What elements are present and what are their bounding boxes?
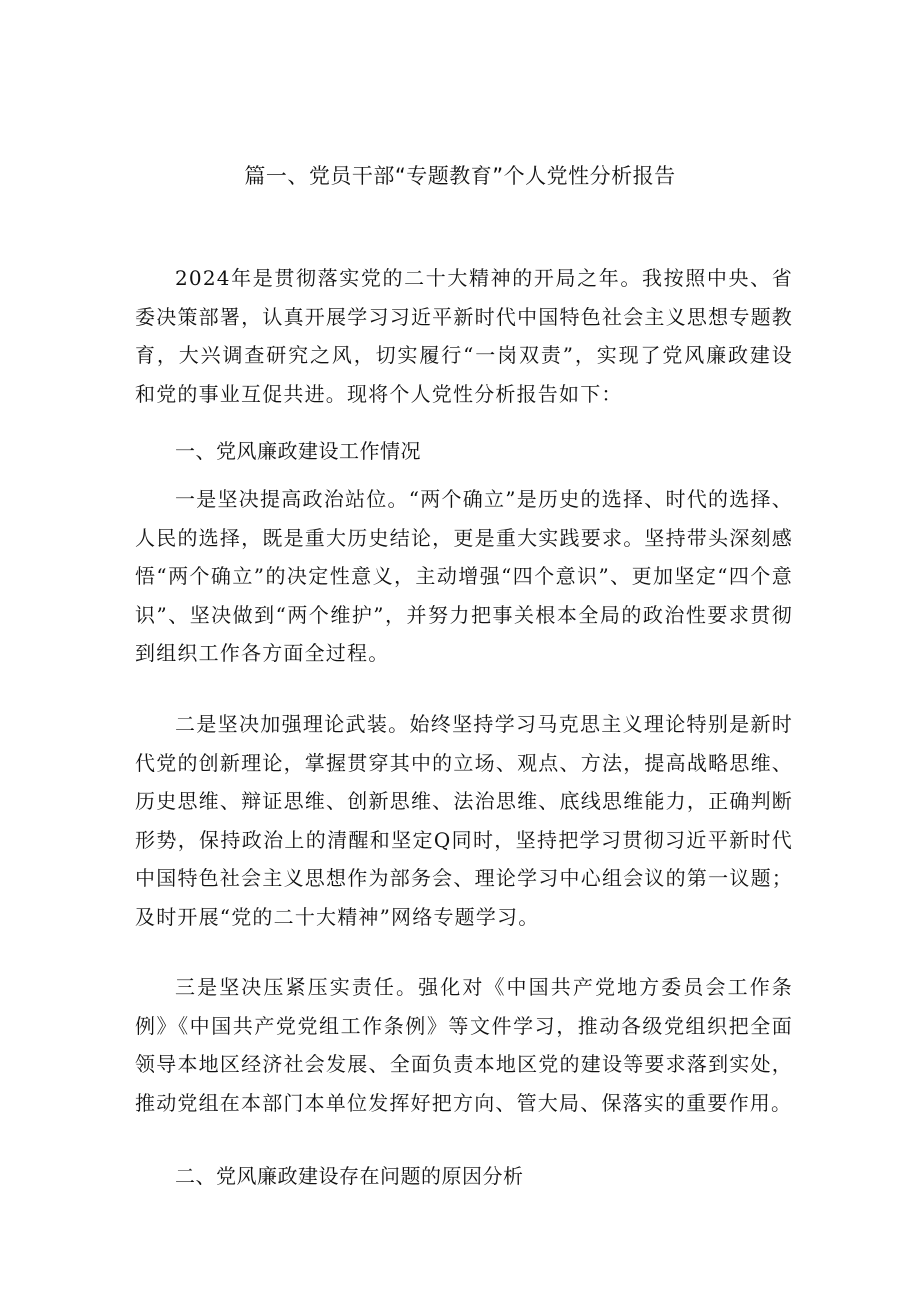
- paragraph-text: 三是坚决压紧压实责任。强化对《中国共产党地方委员会工作条例》《中国共产党党组工作条例》等文件学习，推动各级党组织把全面领导本地区经济社会发展、全面负责本地区党的建设等要求落到实处，推动党组在本部门本单位发挥好把方向、管大局、保落实的重要作用。: [135, 975, 793, 1115]
- section1-paragraph-3: [135, 968, 793, 1122]
- section-heading-2: 二、党风廉政建设存在问题的原因分析: [175, 1164, 524, 1188]
- section1-paragraph-1: [135, 480, 793, 673]
- intro-paragraph: [135, 259, 793, 413]
- document-title: 篇一、党员干部“专题教育”个人党性分析报告: [244, 164, 676, 188]
- section1-paragraph-2: [135, 705, 793, 936]
- paragraph-text: 一是坚决提高政治站位。“两个确立”是历史的选择、时代的选择、人民的选择，既是重大历史结论，更是重大实践要求。坚持带头深刻感悟“两个确立”的决定性意义，主动增强“四个意识”、更加坚定“四个意识”、坚决做到“两个维护”，并努力把事关根本全局的政治性要求贯彻到组织工作各方面全过程。: [135, 487, 793, 665]
- paragraph-text: 二是坚决加强理论武装。始终坚持学习马克思主义理论特别是新时代党的创新理论，掌握贯穿其中的立场、观点、方法，提高战略思维、历史思维、辩证思维、创新思维、法治思维、底线思维能力，正确判断形势，保持政治上的清醒和坚定Q同时，坚持把学习贯彻习近平新时代中国特色社会主义思想作为部务会、理论学习中心组会议的第一议题；及时开展“党的二十大精神”网络专题学习。: [135, 712, 793, 929]
- intro-text: 2024年是贯彻落实党的二十大精神的开局之年。我按照中央、省委决策部署，认真开展学习习近平新时代中国特色社会主义思想专题教育，大兴调查研究之风，切实履行“一岗双责”，实现了党风廉政建设和党的事业互促共进。现将个人党性分析报告如下：: [135, 266, 793, 406]
- section-heading-1: 一、党风廉政建设工作情况: [175, 439, 421, 463]
